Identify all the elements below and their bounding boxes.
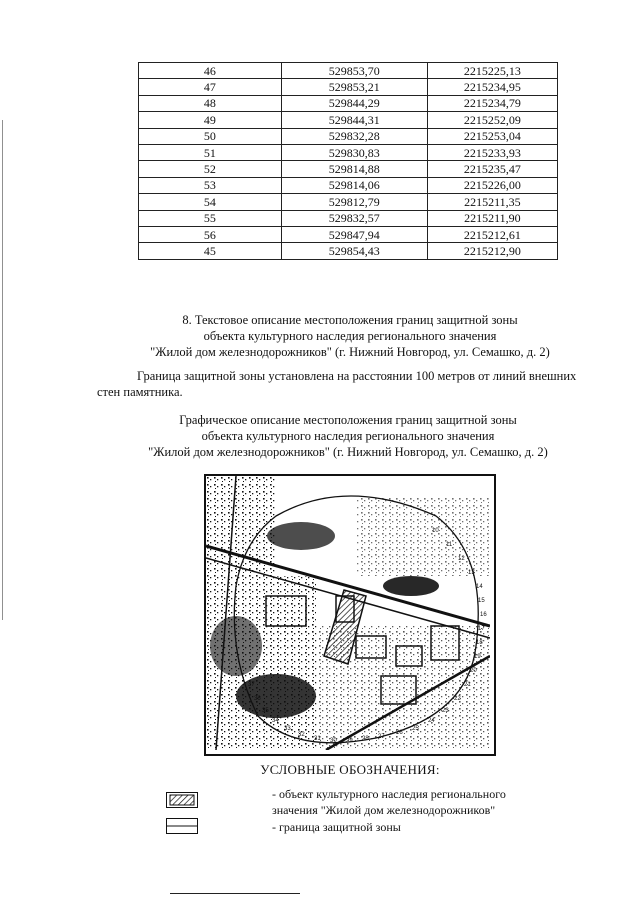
point-number-cell: 50 xyxy=(139,128,282,144)
boundary-point-label: 21 xyxy=(464,682,471,688)
table-row xyxy=(139,95,558,111)
y-coordinate-cell: 2215233,93 xyxy=(427,144,557,160)
x-coordinate-cell: 529853,70 xyxy=(281,63,427,79)
x-coordinate-cell: 529854,43 xyxy=(281,243,427,259)
graphic-heading-line-2: объекта культурного наследия регионального значения xyxy=(201,429,495,443)
point-number-cell: 51 xyxy=(139,144,282,160)
table-row xyxy=(139,112,558,128)
graphic-heading-line-1: Графическое описание местоположения границ защитной зоны xyxy=(179,413,517,427)
legend-heritage-line-2: значения "Жилой дом железнодорожников" xyxy=(272,803,496,817)
zone-line-swatch-icon xyxy=(167,819,197,833)
boundary-point-label: 17 xyxy=(478,626,485,632)
boundary-point-label: 19 xyxy=(474,654,481,660)
x-coordinate-cell: 529844,31 xyxy=(281,112,427,128)
boundary-line-1: Граница защитной зоны установлена на расстоянии 100 метров от линий внешних xyxy=(137,369,577,383)
y-coordinate-cell: 2215235,47 xyxy=(427,161,557,177)
legend-title: УСЛОВНЫЕ ОБОЗНАЧЕНИЯ: xyxy=(260,762,440,777)
y-coordinate-cell: 2215211,90 xyxy=(427,210,557,226)
table-row xyxy=(139,144,558,160)
boundary-point-label: 27 xyxy=(378,734,385,740)
boundary-point-label: 34 xyxy=(272,718,279,724)
boundary-point-label: 20 xyxy=(470,668,477,674)
table-row xyxy=(139,226,558,242)
table-row xyxy=(139,243,558,259)
y-coordinate-cell: 2215253,04 xyxy=(427,128,557,144)
legend-heritage-line-1: - объект культурного наследия регионального xyxy=(272,787,506,801)
point-number-cell: 47 xyxy=(139,79,282,95)
x-coordinate-cell: 529853,21 xyxy=(281,79,427,95)
boundary-point-label: 32 xyxy=(298,732,305,738)
hatch-swatch-icon xyxy=(167,793,197,807)
section-8-line-3: "Жилой дом железнодорожников" (г. Нижний Новгород, ул. Семашко, д. 2) xyxy=(150,345,550,359)
point-number-cell: 53 xyxy=(139,177,282,193)
coordinates-table-body xyxy=(139,63,558,260)
boundary-line-2: стен памятника. xyxy=(97,385,183,399)
legend-heritage-text xyxy=(272,786,506,818)
boundary-point-label: 13 xyxy=(468,570,475,576)
point-number-cell: 55 xyxy=(139,210,282,226)
y-coordinate-cell: 2215234,79 xyxy=(427,95,557,111)
point-number-cell: 49 xyxy=(139,112,282,128)
x-coordinate-cell: 529832,57 xyxy=(281,210,427,226)
boundary-point-label: 26 xyxy=(396,730,403,736)
point-number-cell: 56 xyxy=(139,226,282,242)
table-row xyxy=(139,79,558,95)
boundary-point-label: 37 xyxy=(248,682,255,688)
x-coordinate-cell: 529814,88 xyxy=(281,161,427,177)
y-coordinate-cell: 2215225,13 xyxy=(427,63,557,79)
boundary-point-label: 35 xyxy=(262,708,269,714)
boundary-point-label: 36 xyxy=(254,696,261,702)
boundary-point-label: 18 xyxy=(476,640,483,646)
boundary-point-label: 24 xyxy=(428,718,435,724)
section-8-heading xyxy=(100,312,600,360)
boundary-point-label: 25 xyxy=(412,726,419,732)
legend-zone-text: - граница защитной зоны xyxy=(272,820,401,834)
table-row xyxy=(139,194,558,210)
point-number-cell: 52 xyxy=(139,161,282,177)
table-row xyxy=(139,63,558,79)
table-row xyxy=(139,128,558,144)
table-row xyxy=(139,210,558,226)
boundary-point-label: 22 xyxy=(454,696,461,702)
scan-margin-line xyxy=(2,120,3,620)
boundary-point-label: 11 xyxy=(446,542,453,548)
boundary-point-label: 29 xyxy=(346,738,353,744)
section-8-line-2: объекта культурного наследия регионального значения xyxy=(203,329,497,343)
protection-zone-map xyxy=(204,474,496,756)
boundary-point-label: 15 xyxy=(478,598,485,604)
legend-zone-swatch xyxy=(166,818,198,834)
map-drawing xyxy=(206,476,490,750)
boundary-point-label: 10 xyxy=(432,528,439,534)
boundary-paragraph xyxy=(97,368,601,400)
section-8-line-1: 8. Текстовое описание местоположения границ защитной зоны xyxy=(182,313,518,327)
graphic-heading-line-3: "Жилой дом железнодорожников" (г. Нижний Новгород, ул. Семашко, д. 2) xyxy=(148,445,548,459)
y-coordinate-cell: 2215234,95 xyxy=(427,79,557,95)
y-coordinate-cell: 2215252,09 xyxy=(427,112,557,128)
x-coordinate-cell: 529830,83 xyxy=(281,144,427,160)
y-coordinate-cell: 2215212,61 xyxy=(427,226,557,242)
y-coordinate-cell: 2215226,00 xyxy=(427,177,557,193)
scan-bottom-line xyxy=(170,893,300,894)
point-number-cell: 48 xyxy=(139,95,282,111)
y-coordinate-cell: 2215212,90 xyxy=(427,243,557,259)
x-coordinate-cell: 529844,29 xyxy=(281,95,427,111)
boundary-point-label: 28 xyxy=(362,736,369,742)
boundary-point-label: 16 xyxy=(480,612,487,618)
y-coordinate-cell: 2215211,35 xyxy=(427,194,557,210)
point-number-cell: 45 xyxy=(139,243,282,259)
boundary-point-label: 14 xyxy=(476,584,483,590)
x-coordinate-cell: 529812,79 xyxy=(281,194,427,210)
table-row xyxy=(139,161,558,177)
boundary-point-label: 30 xyxy=(330,738,337,744)
x-coordinate-cell: 529814,06 xyxy=(281,177,427,193)
legend-heritage-swatch xyxy=(166,792,198,808)
table-row xyxy=(139,177,558,193)
x-coordinate-cell: 529847,94 xyxy=(281,226,427,242)
point-number-cell: 46 xyxy=(139,63,282,79)
boundary-point-label: 33 xyxy=(284,726,291,732)
boundary-point-label: 31 xyxy=(314,736,321,742)
boundary-point-label: 23 xyxy=(442,708,449,714)
coordinates-table xyxy=(138,62,558,260)
boundary-point-label: 12 xyxy=(458,556,465,562)
x-coordinate-cell: 529832,28 xyxy=(281,128,427,144)
point-number-cell: 54 xyxy=(139,194,282,210)
graphic-description-heading xyxy=(98,412,598,460)
